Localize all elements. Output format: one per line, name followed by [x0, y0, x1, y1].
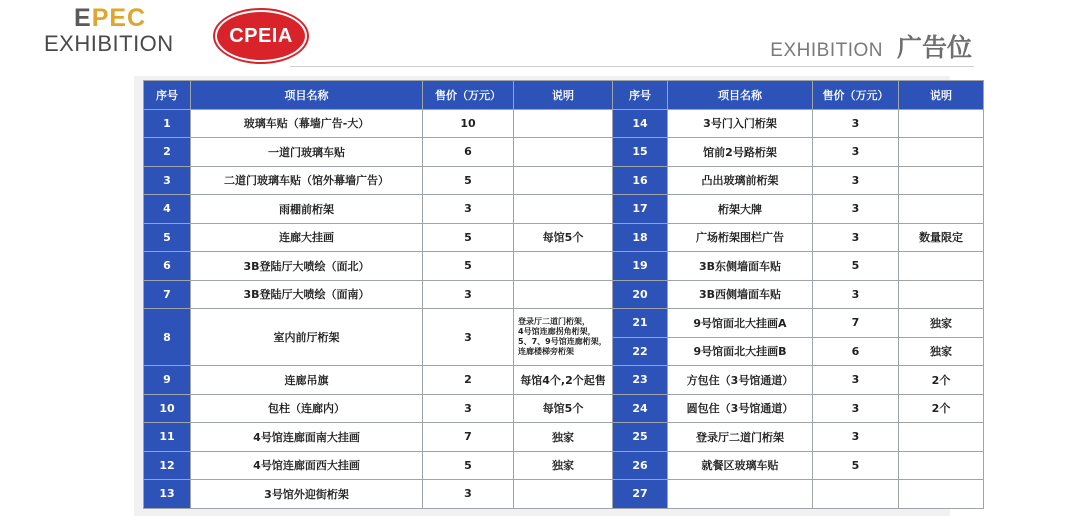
header-note-right: 说明 — [899, 81, 984, 110]
item-price: 3 — [423, 394, 514, 423]
item-note — [514, 280, 613, 309]
table-row — [144, 394, 984, 423]
table-row — [144, 480, 984, 509]
item-note: 每馆5个 — [514, 223, 613, 252]
table-row — [144, 366, 984, 395]
item-note: 每馆4个,2个起售 — [514, 366, 613, 395]
cpeia-logo — [215, 10, 307, 62]
row-number: 22 — [613, 337, 668, 366]
item-name: 玻璃车贴（幕墙广告-大） — [191, 109, 423, 138]
item-name: 登录厅二道门桁架 — [668, 423, 813, 452]
table-row — [144, 280, 984, 309]
item-price: 3 — [813, 280, 899, 309]
header-name-right: 项目名称 — [668, 81, 813, 110]
table-header-row — [144, 81, 984, 110]
item-name: 3B西侧墙面车贴 — [668, 280, 813, 309]
item-price: 6 — [423, 138, 514, 167]
header-name-left: 项目名称 — [191, 81, 423, 110]
item-price: 3 — [813, 109, 899, 138]
header-price-left: 售价（万元） — [423, 81, 514, 110]
item-note: 2个 — [899, 394, 984, 423]
item-name: 一道门玻璃车贴 — [191, 138, 423, 167]
item-note — [899, 138, 984, 167]
item-note: 独家 — [899, 309, 984, 338]
item-price: 7 — [423, 423, 514, 452]
item-price: 3 — [423, 195, 514, 224]
row-number: 24 — [613, 394, 668, 423]
item-note — [899, 280, 984, 309]
item-price: 3 — [813, 366, 899, 395]
item-name: 4号馆连廊面南大挂画 — [191, 423, 423, 452]
item-price: 6 — [813, 337, 899, 366]
item-name: 连廊大挂画 — [191, 223, 423, 252]
item-price: 5 — [423, 223, 514, 252]
item-price: 3 — [813, 138, 899, 167]
item-name: 3号门入门桁架 — [668, 109, 813, 138]
table-row — [144, 138, 984, 167]
table-row — [144, 252, 984, 281]
table-row — [144, 451, 984, 480]
item-price: 3 — [423, 280, 514, 309]
advertising-slots-table — [143, 80, 984, 509]
item-name: 凸出玻璃前桁架 — [668, 166, 813, 195]
row-number: 19 — [613, 252, 668, 281]
row-number: 27 — [613, 480, 668, 509]
item-note — [514, 195, 613, 224]
page-header — [770, 28, 972, 64]
page-title: 广告位 — [896, 33, 972, 62]
row-number: 8 — [144, 309, 191, 366]
item-note — [899, 252, 984, 281]
row-number: 12 — [144, 451, 191, 480]
item-price: 3 — [813, 223, 899, 252]
item-name: 桁架大牌 — [668, 195, 813, 224]
row-number: 26 — [613, 451, 668, 480]
item-note — [899, 109, 984, 138]
item-note: 独家 — [514, 423, 613, 452]
epec-logo-wordmark: EXHIBITION — [44, 31, 174, 56]
note-line: 4号馆连廊拐角桁架， — [518, 327, 596, 336]
note-line: 连廊楼梯旁桁架 — [518, 347, 574, 356]
item-note — [899, 451, 984, 480]
header-price-right: 售价（万元） — [813, 81, 899, 110]
item-price: 5 — [813, 252, 899, 281]
item-name: 9号馆面北大挂画A — [668, 309, 813, 338]
epec-exhibition-logo — [44, 6, 194, 55]
header-no-right: 序号 — [613, 81, 668, 110]
row-number: 15 — [613, 138, 668, 167]
header-note-left: 说明 — [514, 81, 613, 110]
row-number: 1 — [144, 109, 191, 138]
row-number: 6 — [144, 252, 191, 281]
row-number: 2 — [144, 138, 191, 167]
header-no-left: 序号 — [144, 81, 191, 110]
epec-logo-mark — [44, 6, 194, 31]
item-note: 独家 — [514, 451, 613, 480]
item-price: 3 — [813, 394, 899, 423]
epec-logo-letter-e: E — [74, 4, 92, 32]
item-name: 室内前厅桁架 — [191, 309, 423, 366]
header-divider — [290, 66, 974, 67]
item-name: 圆包住（3号馆通道） — [668, 394, 813, 423]
item-price: 3 — [423, 309, 514, 366]
item-price: 10 — [423, 109, 514, 138]
item-note — [899, 166, 984, 195]
item-name: 3B东侧墙面车贴 — [668, 252, 813, 281]
row-number: 11 — [144, 423, 191, 452]
item-price: 5 — [423, 451, 514, 480]
item-note-multiline — [514, 309, 613, 366]
table-row — [144, 309, 984, 338]
item-note — [899, 423, 984, 452]
item-note — [514, 166, 613, 195]
note-line: 登录厅二道门桁架， — [518, 317, 590, 326]
item-price: 5 — [813, 451, 899, 480]
table-row — [144, 166, 984, 195]
row-number: 21 — [613, 309, 668, 338]
item-note: 数量限定 — [899, 223, 984, 252]
item-note — [899, 195, 984, 224]
item-price: 7 — [813, 309, 899, 338]
item-price: 3 — [813, 166, 899, 195]
row-number: 4 — [144, 195, 191, 224]
row-number: 3 — [144, 166, 191, 195]
row-number: 7 — [144, 280, 191, 309]
row-number: 25 — [613, 423, 668, 452]
row-number: 18 — [613, 223, 668, 252]
item-name: 连廊吊旗 — [191, 366, 423, 395]
row-number: 9 — [144, 366, 191, 395]
item-note — [514, 138, 613, 167]
item-name: 3B登陆厅大喷绘（面北） — [191, 252, 423, 281]
item-note — [514, 252, 613, 281]
item-name: 方包住（3号馆通道） — [668, 366, 813, 395]
table-row — [144, 109, 984, 138]
item-name: 二道门玻璃车贴（馆外幕墙广告） — [191, 166, 423, 195]
table-row — [144, 195, 984, 224]
item-note — [514, 109, 613, 138]
row-number: 5 — [144, 223, 191, 252]
header-label-en: EXHIBITION — [770, 40, 883, 61]
item-name: 3B登陆厅大喷绘（面南） — [191, 280, 423, 309]
item-price: 3 — [813, 423, 899, 452]
row-number: 13 — [144, 480, 191, 509]
item-name: 馆前2号路桁架 — [668, 138, 813, 167]
item-price: 5 — [423, 252, 514, 281]
item-price: 3 — [423, 480, 514, 509]
item-name: 雨棚前桁架 — [191, 195, 423, 224]
item-name: 4号馆连廊面西大挂画 — [191, 451, 423, 480]
row-number: 14 — [613, 109, 668, 138]
row-number: 17 — [613, 195, 668, 224]
note-line: 5、7、9号馆连廊桁架， — [518, 337, 607, 346]
item-price: 2 — [423, 366, 514, 395]
item-price — [813, 480, 899, 509]
table-row — [144, 223, 984, 252]
row-number: 10 — [144, 394, 191, 423]
table-row — [144, 423, 984, 452]
cpeia-logo-text: CPEIA — [229, 24, 293, 47]
row-number: 16 — [613, 166, 668, 195]
item-name: 3号馆外迎街桁架 — [191, 480, 423, 509]
row-number: 20 — [613, 280, 668, 309]
item-name — [668, 480, 813, 509]
item-note — [899, 480, 984, 509]
item-price: 3 — [813, 195, 899, 224]
item-name: 广场桁架围栏广告 — [668, 223, 813, 252]
item-note: 独家 — [899, 337, 984, 366]
item-note — [514, 480, 613, 509]
item-price: 5 — [423, 166, 514, 195]
epec-logo-letters-pec: PEC — [91, 4, 147, 32]
item-name: 9号馆面北大挂画B — [668, 337, 813, 366]
item-name: 就餐区玻璃车贴 — [668, 451, 813, 480]
row-number: 23 — [613, 366, 668, 395]
item-note: 2个 — [899, 366, 984, 395]
item-name: 包柱（连廊内） — [191, 394, 423, 423]
item-note: 每馆5个 — [514, 394, 613, 423]
